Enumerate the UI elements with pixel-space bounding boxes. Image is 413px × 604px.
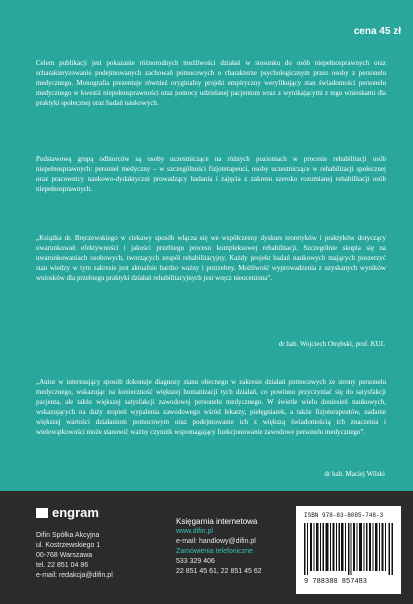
publisher-email: e-mail: redakcja@difin.pl [36,572,113,579]
barcode-icon [304,523,394,575]
bookshop-info [176,517,262,577]
publisher-street: ul. Kostrzewskiego 1 [36,542,101,549]
publisher-address [36,531,113,581]
review-quote-1: „Książka dr. Bręczewskiego w ciekawy sposób włącza się we współczesny dyskurs teoretyków i praktyków dotyczący uwarunkowań efektywności i jakości przebiegu procesu kompleksowej rehabilitacji. Szczególnie skupia się na uwarunkowaniach osobowych, tworzących zespół rehabilitacyjny. Każdy projekt badań naukowych mających poszerzyć stan wiedzy w tym zakresie jest aktualnie bardzo ważny i potrzebny. Możliwość wyprowadzenia z uzyskanych wyników wniosków dla przebiegu praktyki działań rehabilitacyjnych jest wręcz nieoceniona”. [36,234,386,282]
publisher-phone: tel. 22 851 04 86 [36,562,89,569]
bookshop-url[interactable]: www.difin.pl [176,528,213,535]
publisher-name: Difin Spółka Akcyjna [36,532,100,539]
logo-mark-icon [36,508,48,518]
publisher-city: 00-768 Warszawa [36,552,93,559]
phone-number-2: 22 851 45 61, 22 851 45 62 [176,568,262,575]
isbn-text: ISBN 978-83-8085-748-3 [304,512,384,519]
review-author-2: dr hab. Maciej Wilski [324,470,385,478]
phone-orders-label: Zamówienia telefoniczne [176,548,254,555]
publisher-logo [36,505,99,520]
description-paragraph-1: Celem publikacji jest pokazanie różnorodnych możliwości działań w stosunku do osób niepełnosprawnych oraz scharakteryzowanie podejmowanych zachowań pomocowych o charakterze psychologicznym przez osoby z personelu medycznego. Monografia prezentuje również oryginalny projekt empiryczny weryfikujący stan świadomości personelu medycznego w kwestii niepełnosprawności oraz pomocy udzielanej pacjentom wraz z wynikającymi z tego wnioskami dla praktyki społecznej oraz badań naukowych. [36,59,386,107]
description-paragraph-2: Podstawową grupą odbiorców są osoby uczestniczące na różnych poziomach w procesie rehabilitacji osób niepełnosprawnych: personel medyczny – w szczególności fizjoterapeuci, osoby uczestniczące w rehabilitacji społecznej oraz pracownicy naukowo-dydaktyczni prowadzący badania i zajęcia z zakresu szeroko rozumianej rehabilitacji osób niepełnosprawnych. [36,155,386,193]
phone-number-1: 533 329 406 [176,558,215,565]
barcode-digits: 9 788380 857483 [304,578,368,586]
price-label: cena 45 zł [353,26,401,37]
review-author-1: dr hab. Wojciech Otrębski, prof. KUL [278,340,385,348]
logo-text: engram [52,505,99,520]
bookshop-email[interactable]: e-mail: handlowy@difin.pl [176,538,256,545]
publisher-footer [0,491,413,604]
bookshop-title: Księgarnia internetowa [176,517,258,526]
isbn-block [296,506,401,594]
review-quote-2: „Autor w interesujący sposób dokonuje diagnozy stanu obecnego w zakresie działań pomocowych ze strony personelu medycznego, wskazując na konieczność większej humanizacji tych działań, co powinno przyczyniać się do satysfakcji pacjenta, ale także większej satysfakcji zawodowej personelu medycznego. W świetle wielu doniesień naukowych, wskazujących na duży stopień wypalenia zawodowego wśród lekarzy, pielęgniarek, a także fizjoterapeutów, nadanie większej wartości działaniom pomocowym oraz podejmowanie ich z większą świadomością ich znaczenia i wielowątkowości może stanowić ważny czynnik wspomagający funkcjonowanie zawodowe personelu medycznego”. [36,378,386,436]
